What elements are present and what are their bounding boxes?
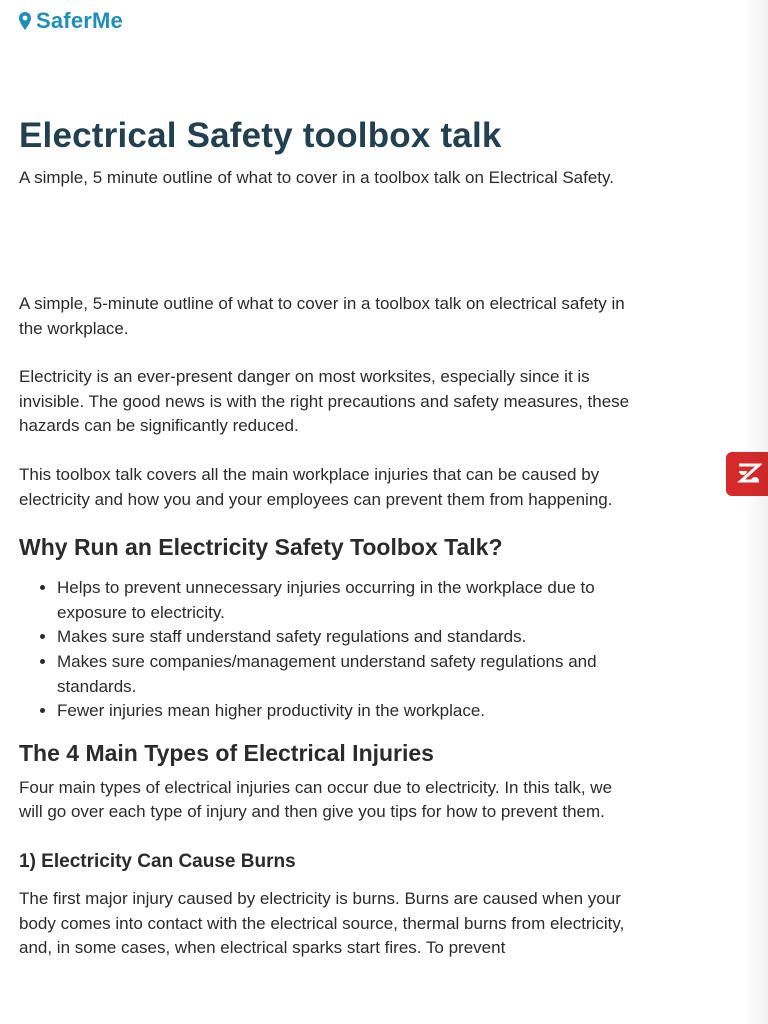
page-subtitle: A simple, 5 minute outline of what to cover in a toolbox talk on Electrical Safety.: [19, 168, 614, 187]
why-heading: Why Run an Electricity Safety Toolbox Talk?: [19, 534, 503, 561]
article-body: [19, 292, 631, 985]
logo-text: SaferMe: [36, 8, 123, 33]
burns-paragraph: The first major injury caused by electricity is burns. Burns are caused when your body comes into contact with the electrical source, thermal burns from electricity, and, in some cases, when electrical sparks start fires. To prevent: [19, 888, 625, 958]
edge-shadow: [744, 0, 768, 1024]
list-item: • Makes sure staff understand safety regulations and standards.: [57, 625, 631, 650]
why-list: [19, 576, 631, 724]
burns-heading: 1) Electricity Can Cause Burns: [19, 850, 296, 872]
list-item: • Helps to prevent unnecessary injuries occurring in the workplace due to exposure to electricity.: [57, 576, 631, 625]
list-item: • Makes sure companies/management understand safety regulations and standards.: [57, 650, 631, 699]
page-title: Electrical Safety toolbox talk: [19, 116, 502, 155]
location-pin-icon: [18, 11, 32, 31]
intro-paragraph: This toolbox talk covers all the main workplace injuries that can be caused by electricity and how you and your employees can prevent them from happening.: [19, 464, 613, 509]
list-item: • Fewer injuries mean higher productivity in the workplace.: [57, 699, 631, 724]
types-heading: The 4 Main Types of Electrical Injuries: [19, 739, 434, 766]
saferme-logo[interactable]: [18, 8, 123, 34]
types-paragraph: Four main types of electrical injuries can occur due to electricity. In this talk, we will go over each type of injury and then give you tips for how to prevent them.: [19, 777, 613, 822]
intro-paragraph: A simple, 5-minute outline of what to cover in a toolbox talk on electrical safety in the workplace.: [19, 294, 625, 338]
intro-paragraph: Electricity is an ever-present danger on most worksites, especially since it is invisible. The good news is with the right precautions and safety measures, these hazards can be significantly reduced.: [19, 367, 630, 436]
